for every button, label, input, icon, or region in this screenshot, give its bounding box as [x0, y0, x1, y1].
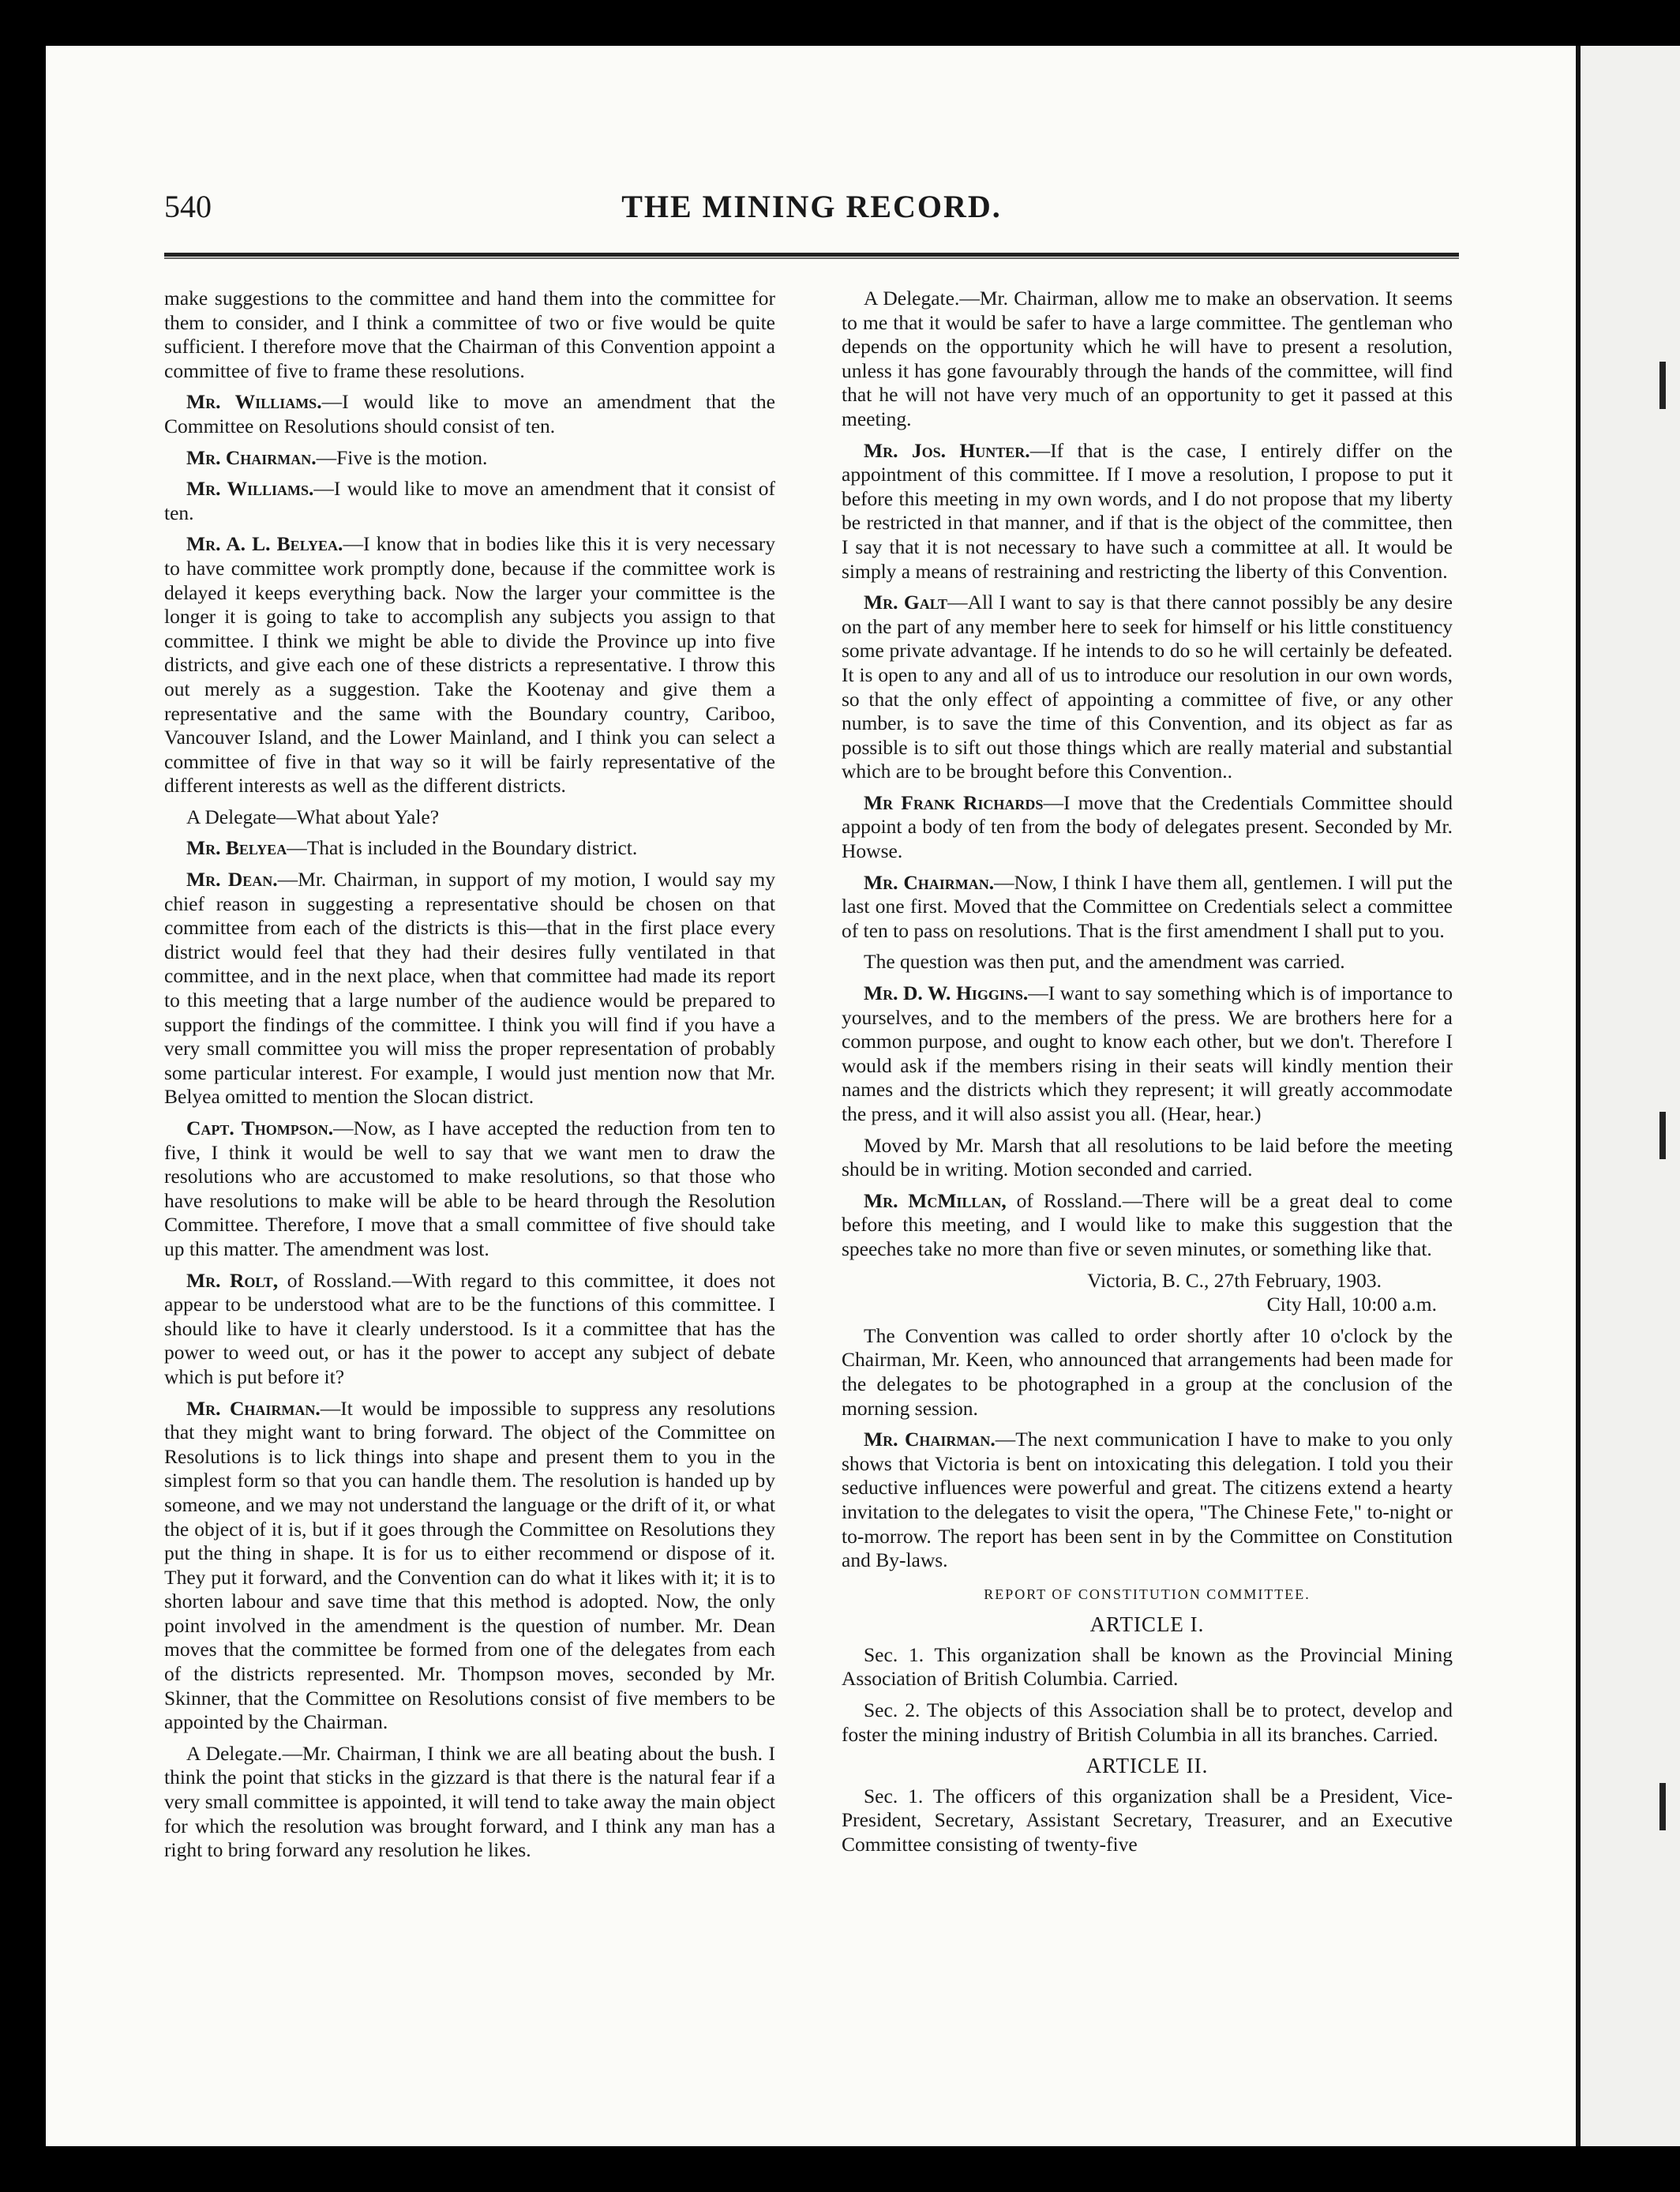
paragraph-text: —Now, as I have accepted the reduction from ten to five, I think it would be well to say that we want men to draw the resolutions who are accustomed to make resolutions, so that those who have resolutions to make will be able to be heard through the Resolution Committee. Therefore, I move that a small committee of five should take up this matter. The amendment was lost.	[164, 1117, 775, 1260]
facing-page-mark	[1659, 362, 1666, 409]
speaker-name: Mr. D. W. Higgins.	[864, 982, 1029, 1005]
right-column-session	[842, 1324, 1453, 1573]
paragraph	[842, 982, 1453, 1127]
right-column-debate	[842, 287, 1453, 1262]
speaker-name: Mr. Rolt,	[186, 1268, 279, 1292]
paragraph	[842, 871, 1453, 944]
speaker-name: Mr. Dean.	[186, 868, 278, 891]
paragraph-text: —It would be impossible to suppress any resolutions that they might want to bring forward. The object of the Committee on Resolutions is to lick things into shape and present them to you in the simplest form so that you can handle them. The resolution is handed up by someone, and we may not understand the language or the drift of it, or what the object of it is, but if it goes through the Committee on Resolutions they put the thing in shape. It is for us to either recommend or dispose of it. They put it forward, and the Convention can do what it likes with it; it is to shorten labour and save time that this method is adopted. Now, the only point involved in the amendment is the question of number. Mr. Dean moves that the committee be formed from one of the delegates from each of the districts represented. Mr. Thompson moves, seconded by Mr. Skinner, that the Committee on Resolutions consist of five members to be appointed by the Chairman.	[164, 1396, 776, 1734]
article-2-title: ARTICLE II.	[1086, 1754, 1209, 1778]
speaker-name: Mr. Chairman.	[864, 1428, 996, 1451]
paragraph-text: A Delegate—What about Yale?	[186, 805, 440, 828]
facing-page-edge	[1576, 46, 1680, 2146]
paragraph-text: —That is included in the Boundary district.	[287, 836, 638, 860]
journal-title: THE MINING RECORD.	[621, 189, 1002, 224]
paragraph	[842, 439, 1453, 584]
paragraph-text: —Mr. Chairman, in support of my motion, I would say my chief reason in suggesting a representative should be chosen on that committee from each of the districts is this—that in the first place every district would feel that they had their desires fully ventilated in that committee, and in the next place, when that committee had made its report to this meeting that a large number of the audience would be prepared to support the findings of the committee. I think you will find if you have a very small committee you will miss the proper representation of probably some particular interest. For example, I would just mention now that Mr. Belyea omitted to mention the Slocan district.	[164, 868, 775, 1109]
paragraph	[842, 791, 1453, 864]
paragraph-text: —I would like to move an amendment that it consist of ten.	[164, 477, 775, 524]
paragraph	[164, 805, 775, 830]
paragraph-text: A Delegate.—Mr. Chairman, allow me to make an observation. It seems to me that it would be safer to have a large committee. The gentleman who depends on the opportunity which he will have to present a resolution, unless it has gone favourably through the hands of the committee, will find that he will not have very much of an opportunity to get it passed at this meeting.	[842, 287, 1453, 430]
speaker-name: Mr. Belyea	[186, 836, 287, 860]
paragraph	[164, 390, 775, 438]
paragraph-text: —Now, I think I have them all, gentlemen. I will put the last one first. Moved that the Committee on Credentials select a committee of ten to pass on resolutions. That is the first amendment I shall put to you.	[842, 870, 1453, 942]
speaker-name: Mr. Galt	[864, 591, 948, 614]
speaker-name: Mr. Williams.	[186, 477, 314, 501]
paragraph	[164, 446, 775, 471]
speaker-name: Mr. Chairman.	[186, 445, 317, 469]
facing-page-mark	[1659, 1783, 1666, 1830]
paragraph-text: Moved by Mr. Marsh that all resolutions to be laid before the meeting should be in writing. Motion seconded and carried.	[842, 1133, 1453, 1181]
paragraph	[842, 1189, 1453, 1262]
paragraph-text: —All I want to say is that there cannot possibly be any desire on the part of any member here to seek for himself or his little constituency some private advantage. If he intends to do so he will certainly be defeated. It is open to any and all of us to introduce our resolution in our own words, so that the only effect of appointing a committee of five, or any other number, is to save the time of this Convention, and its object as far as possible is to sift out those things which are really material and substantial which are to be brought before this Convention..	[842, 591, 1453, 783]
paragraph	[164, 868, 775, 1109]
paragraph-text: —The next communication I have to make to you only shows that Victoria is bent on intoxicating this delegation. I told you their seductive influences were powerful and great. The citizens extend a hearty invitation to the delegates to visit the opera, "The Chinese Fete," to-night or to-morrow. The report has been sent in by the Committee on Constitution and By-laws.	[842, 1428, 1453, 1572]
paragraph	[842, 1134, 1453, 1182]
facing-page-mark	[1659, 1112, 1666, 1159]
speaker-name: Mr. Chairman.	[864, 870, 995, 894]
paragraph-text: The Convention was called to order shortly after 10 o'clock by the Chairman, Mr. Keen, who announced that arrangements had been made for the delegates to be photographed in a group at the conclusion of the morning session.	[842, 1323, 1453, 1420]
paragraph-text: —If that is the case, I entirely differ on the appointment of this committee. If I move a resolution, I propose to put it before this meeting in my own words, and I do not propose that my liberty be restricted in that manner, and if that is the object of the committee, then I say that it is not necessary to have such a committee at all. It would be simply a means of restraining and restricting the liberty of this Convention.	[842, 438, 1453, 583]
paragraph-text: —I want to say something which is of importance to yourselves, and to the members of the press. We are brothers here for a common purpose, and ought to know each other, but we don't. Therefore I would ask if the members rising in their seats will kindly mention their names and the districts which they represent; it will greatly accommodate the press, and it will also assist you all. (Hear, hear.)	[842, 982, 1453, 1125]
page-header	[164, 156, 1459, 227]
page	[46, 46, 1576, 2146]
left-column	[164, 287, 775, 1870]
speaker-name: Mr. McMillan,	[864, 1188, 1007, 1212]
paragraph-text: make suggestions to the committee and hand them into the committee for them to consider, and I think a committee of two or five would be quite sufficient. I therefore move that the Chairman of this Convention appoint a committee of five to frame these resolutions.	[164, 287, 775, 382]
paragraph	[164, 1742, 775, 1863]
paragraph	[842, 287, 1453, 432]
article-1-title: ARTICLE I.	[1089, 1612, 1205, 1637]
paragraph	[164, 1117, 775, 1262]
paragraph	[164, 477, 775, 525]
paragraph	[164, 532, 775, 798]
paragraph	[164, 287, 775, 383]
speaker-name: Mr. Jos. Hunter.	[864, 438, 1030, 462]
paragraph-text: —I know that in bodies like this it is very necessary to have committee work promptly done, because if the committee work is delayed it keeps everything back. Now the larger your committee is the longer it is going to take to accomplish any subjects you assign to that committee. I think we might be able to divide the Province up into five districts, and give each one of these districts a representative. I throw this out merely as a suggestion. Take the Kootenay and give them a representative and the same with the Boundary country, Cariboo, Vancouver Island, and the Lower Mainland, and I think you can select a committee of five in that way so it will be fairly representative of the different interests as well as the different districts.	[164, 532, 775, 798]
paragraph-text: The question was then put, and the amendment was carried.	[864, 950, 1345, 974]
paragraph	[842, 950, 1453, 974]
speaker-name: Capt. Thompson.	[186, 1117, 334, 1139]
article-1-section-2: Sec. 2. The objects of this Association shall be to protect, develop and foster the mining industry of British Columbia in all its branches. Carried.	[842, 1698, 1453, 1746]
paragraph-text: of Rossland.—With regard to this committee, it does not appear to be understood what are to be the functions of this committee. I should like to have it clearly understood. Is it a committee that has the power to weed out, or has it the power to accept any subject of debate which is put before it?	[164, 1268, 776, 1388]
article-1-section-1: Sec. 1. This organization shall be known as the Provincial Mining Association of British Columbia. Carried.	[842, 1642, 1453, 1691]
right-column	[842, 287, 1453, 1864]
paragraph	[164, 1269, 775, 1390]
paragraph-text: A Delegate.—Mr. Chairman, I think we are all beating about the bush. I think the point that sticks in the gizzard is that there is the natural fear if a very small committee is appointed, it will tend to take away the main object for which the resolution was brought forward, and I think any man has a right to bring forward any resolution he likes.	[164, 1741, 775, 1862]
dateline-place-date: Victoria, B. C., 27th February, 1903.	[1087, 1268, 1382, 1292]
paragraph-text: of Rossland.—There will be a great deal to come before this meeting, and I would like to make this suggestion that the speeches take no more than five or seven minutes, or something like that.	[842, 1188, 1453, 1260]
paragraph-text: —I would like to move an amendment that the Committee on Resolutions should consist of ten.	[164, 390, 775, 437]
paragraph	[164, 836, 775, 861]
paragraph	[842, 591, 1453, 784]
article-2-section-1: Sec. 1. The officers of this organization shall be a President, Vice-President, Secretary, Assistant Secretary, Treasurer, and an Executive Committee consisting of twenty-five	[842, 1784, 1453, 1856]
paragraph	[842, 1428, 1453, 1573]
header-rule	[164, 253, 1459, 259]
paragraph	[164, 1397, 775, 1735]
speaker-name: Mr. A. L. Belyea.	[186, 532, 343, 556]
paragraph-text: —I move that the Credentials Committee should appoint a body of ten from the body of delegates present. Seconded by Mr. Howse.	[842, 790, 1453, 863]
speaker-name: Mr Frank Richards	[864, 790, 1044, 814]
page-number: 540	[164, 189, 212, 224]
paragraph	[842, 1324, 1453, 1421]
dateline-venue-time: City Hall, 10:00 a.m.	[1266, 1293, 1437, 1316]
report-heading: REPORT OF CONSTITUTION COMMITTEE.	[984, 1586, 1311, 1602]
paragraph-text: —Five is the motion.	[316, 445, 488, 469]
speaker-name: Mr. Chairman.	[186, 1396, 321, 1420]
speaker-name: Mr. Williams.	[186, 390, 322, 414]
